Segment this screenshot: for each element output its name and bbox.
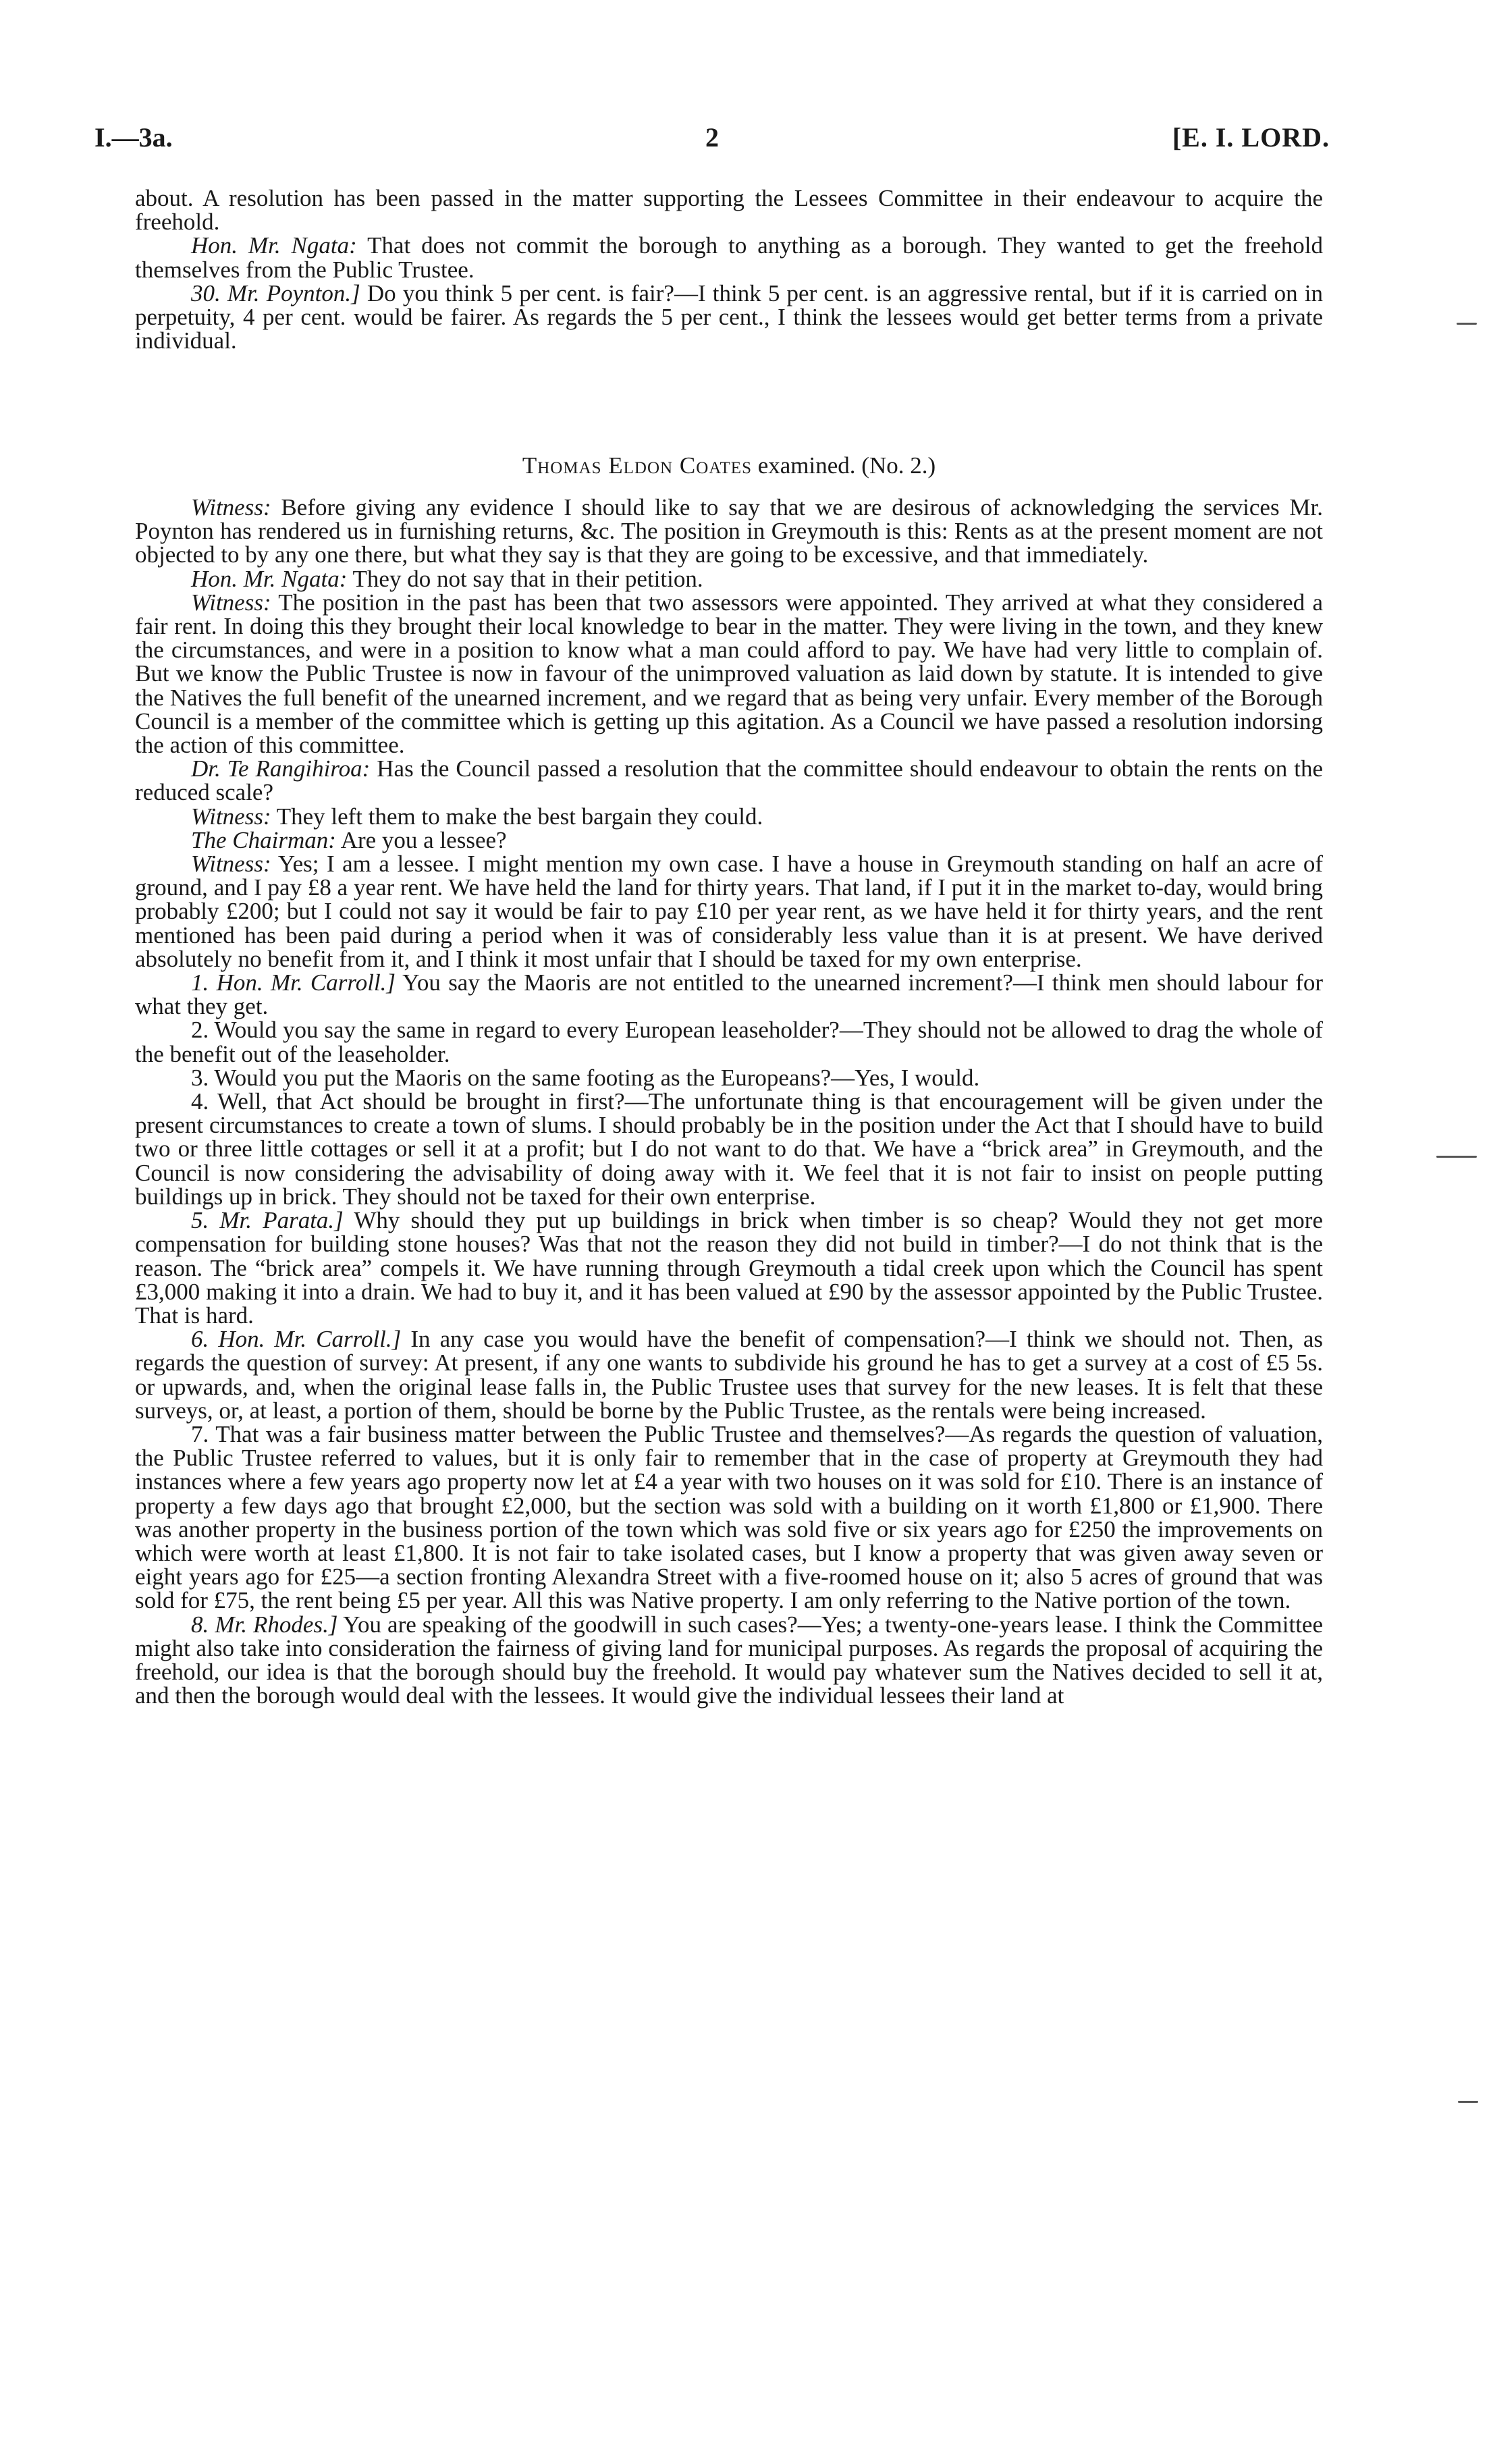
speaker-label: Hon. Mr. Ngata:	[191, 232, 357, 259]
witness-name: Thomas Eldon Coates	[522, 452, 752, 479]
paragraph: 6. Hon. Mr. Carroll.] In any case you would have the benefit of compensation?—I think we should not. Then, as regards the question of survey: At present, if any one wants to subdivide his ground he has to get a survey at a cost of £5 5s. or upwards, and, when the original lease falls in, the Public Trustee uses that survey for the new leases. It is felt that these surveys, or, at least, a portion of them, should be borne by the Public Trustee, as the rentals were being increased.	[135, 1326, 1323, 1424]
speaker-label: Hon. Mr. Ngata:	[191, 565, 348, 592]
speaker-label: Witness:	[191, 851, 271, 878]
paragraph: 3. Would you put the Maoris on the same footing as the Europeans?—Yes, I would.	[191, 1064, 980, 1091]
paragraph: The Chairman: Are you a lessee?	[191, 826, 507, 853]
paragraph: 1. Hon. Mr. Carroll.] You say the Maoris are not entitled to the unearned increment?—I think men should labour for what they get.	[135, 969, 1323, 1020]
heading-rest: examined. (No. 2.)	[751, 452, 936, 479]
speaker-label: 1. Hon. Mr. Carroll.]	[191, 969, 396, 996]
paragraph: 5. Mr. Parata.] Why should they put up buildings in brick when timber is so cheap? Would they not get more compensation for building stone houses? Was that not the reason they did not build in timber?—I do not think that is the reason. The “brick area” compels it. We have running through Greymouth a tidal creek upon which the Council has spent £3,000 making it into a drain. We had to buy it, and it has been valued at £90 by the assessor appointed by the Public Trustee. That is hard.	[135, 1207, 1324, 1329]
paragraph: Dr. Te Rangihiroa: Has the Council passed a resolution that the committee should endeavour to obtain the rents on the reduced scale?	[135, 755, 1323, 806]
speaker-label: Witness:	[191, 494, 271, 520]
speaker-label: 6. Hon. Mr. Carroll.]	[191, 1326, 402, 1353]
evidence-paragraphs	[135, 496, 1323, 1707]
paragraph: Witness: The position in the past has been that two assessors were appointed. They arrived at what they considered a fair rent. In doing this they brought their local knowledge to bear in the matter. They were living in the town, and they knew the circumstances, and were in a position to know what a man could afford to pay. We have had very little to complain of. But we know the Public Trustee is now in favour of the unimproved valuation as laid down by statute. It is intended to give the Natives the full benefit of the unearned increment, and we regard that as being very unfair. Every member of the Borough Council is a member of the committee which is getting up this agitation. As a Council we have passed a resolution indorsing the action of this committee.	[135, 589, 1323, 759]
paragraph: 8. Mr. Rhodes.] You are speaking of the goodwill in such cases?—Yes; a twenty-one-years lease. I think the Committee might also take into consideration the fairness of giving land for municipal purposes. As regards the proposal of acquiring the freehold, our idea is that the borough should buy the freehold. It would pay whatever sum the Natives decided to sell it at, and then the borough would deal with the lessees. It would give the individual lessees their land at	[135, 1611, 1323, 1709]
witness-reference: [E. I. LORD.	[1172, 122, 1330, 153]
paragraph: 2. Would you say the same in regard to every European leaseholder?—They should not be allowed to drag the whole of the benefit out of the leaseholder.	[135, 1017, 1323, 1067]
paper-reference: I.—3a.	[94, 122, 173, 153]
paragraph: Witness: Before giving any evidence I should like to say that we are desirous of acknowledging the services Mr. Poynton has rendered us in furnishing returns, &c. The position in Greymouth is this: Rents as at the present moment are not objected to by any one there, but what they say is that they are going to be excessive, and that immediately.	[135, 494, 1323, 568]
margin-scratch-mark	[1458, 2101, 1478, 2103]
paragraph: Hon. Mr. Ngata: They do not say that in their petition.	[191, 565, 703, 592]
speaker-label: 30. Mr. Poynton.]	[191, 279, 360, 306]
running-header	[94, 122, 1330, 162]
paragraph: 4. Well, that Act should be brought in first?—The unfortunate thing is that encouragement will be given under the present circumstances to create a town of slums. I should probably be in the position under the Act that I should have to build two or three little cottages or sell it at a profit; but I do not want to do that. We have a “brick area” in Greymouth, and the Council is now considering the advisability of doing away with it. We feel that it is not fair to insist on people putting buildings up in brick. They should not be taxed for their own enterprise.	[135, 1088, 1323, 1210]
paragraph: Witness: Yes; I am a lessee. I might mention my own case. I have a house in Greymouth standing on half an acre of ground, and I pay £8 a year rent. We have held the land for thirty years. That land, if I put it in the market to-day, would bring probably £200; but I could not say it would be fair to pay £10 per year rent, as we have held it for thirty years, and the rent mentioned has been paid during a period when it was of considerably less value than it is at present. We have derived absolutely no benefit from it, and I think it most unfair that I should be taxed for my own enterprise.	[135, 851, 1323, 972]
opening-paragraphs	[135, 186, 1323, 352]
paragraph: Hon. Mr. Ngata: That does not commit the borough to anything as a borough. They wanted to get the freehold themselves from the Public Trustee.	[135, 232, 1323, 283]
paragraph: Witness: They left them to make the best bargain they could.	[191, 803, 763, 830]
margin-scratch-mark	[1436, 1156, 1477, 1158]
paragraph: about. A resolution has been passed in the matter supporting the Lessees Committee in their endeavour to acquire the freehold.	[135, 185, 1323, 236]
speaker-label: 5. Mr. Parata.]	[191, 1207, 344, 1234]
paragraph: 7. That was a fair business matter between the Public Trustee and themselves?—As regards the question of valuation, the Public Trustee referred to values, but it is only fair to remember that in the case of property at Greymouth they had instances where a few years ago property now let at £4 a year with two houses on it was sold for £10. There is an instance of property a few days ago that brought £2,000, but the section was sold with a building on it worth £1,800 or £1,900. There was another property in the business portion of the town which was sold five or six years ago for £250 the improvements on which were worth at least £1,800. It is not fair to take isolated cases, but I know a property that was given away seven or eight years ago for £25—a section fronting Alexandra Street with a five-roomed house on it; also 5 acres of ground that was sold for £75, the rent being £5 per year. All this was Native property. I am only referring to the Native portion of the town.	[135, 1420, 1323, 1614]
speaker-label: Dr. Te Rangihiroa:	[191, 755, 371, 782]
speaker-label: Witness:	[191, 803, 271, 830]
paragraph: 30. Mr. Poynton.] Do you think 5 per cent. is fair?—I think 5 per cent. is an aggressive rental, but if it is carried on in perpetuity, 4 per cent. would be fairer. As regards the 5 per cent., I think the lessees would get better terms from a private individual.	[135, 279, 1324, 354]
margin-scratch-mark	[1457, 323, 1477, 325]
speaker-label: The Chairman:	[191, 826, 336, 853]
speaker-label: Witness:	[191, 589, 271, 616]
page-number: 2	[705, 122, 719, 153]
speaker-label: 8. Mr. Rhodes.]	[191, 1611, 338, 1638]
section-heading	[135, 452, 1323, 479]
